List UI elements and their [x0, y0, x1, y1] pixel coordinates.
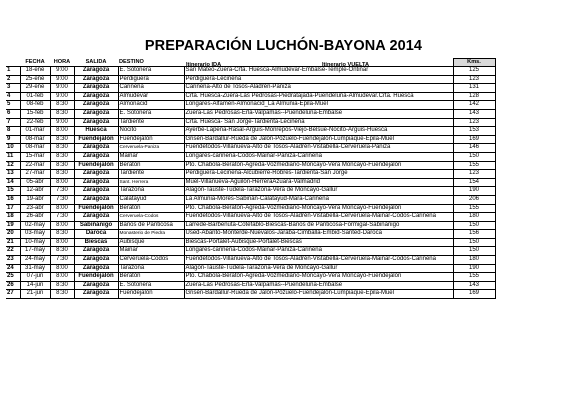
row-kms: 143 — [453, 281, 495, 290]
row-salida: Zaragoza — [74, 84, 118, 93]
row-route: Longares-cariñena-Codos-Mainar-Paniza-Cariñena — [184, 152, 453, 161]
header-hora: HORA — [50, 59, 74, 67]
table-row — [6, 101, 495, 110]
row-fecha: 07-jun — [20, 273, 50, 282]
row-destino: Cariñena — [118, 84, 184, 93]
row-kms: 169 — [453, 135, 495, 144]
table-row — [6, 92, 495, 101]
row-destino: Beratón — [118, 161, 184, 170]
row-fecha: 12-abr — [20, 187, 50, 196]
row-kms: 156 — [453, 230, 495, 239]
row-salida: Biescas — [74, 238, 118, 247]
row-number: 24 — [6, 264, 20, 273]
row-kms: 155 — [453, 273, 495, 282]
row-route: Longares-Alfamén-Almonacid_La Almunia-Epila-Muel — [184, 101, 453, 110]
row-destino: E. Sotonera — [118, 109, 184, 118]
row-number: 22 — [6, 247, 20, 256]
row-destino: Tarazona — [118, 264, 184, 273]
schedule-body — [6, 67, 495, 299]
row-hora: 7:30 — [50, 256, 74, 265]
row-fecha: 23-abr — [20, 204, 50, 213]
row-fecha: 05-abr — [20, 178, 50, 187]
row-hora: 8:00 — [50, 273, 74, 282]
row-fecha: 01-mar — [20, 127, 50, 136]
row-salida: Zaragoza — [74, 178, 118, 187]
row-number: 18 — [6, 213, 20, 222]
row-destino: Cerveruela-Codos — [118, 213, 184, 222]
row-route: Perdiguera-Leciñena — [184, 75, 453, 84]
row-hora: 8:30 — [50, 230, 74, 239]
row-destino: Almonacid — [118, 101, 184, 110]
row-hora: 7:30 — [50, 213, 74, 222]
row-salida: Fuendejalón — [74, 161, 118, 170]
table-row — [6, 67, 495, 76]
row-destino: Tardiente — [118, 118, 184, 127]
row-fecha: 15-mar — [20, 152, 50, 161]
row-destino: Calatayud — [118, 195, 184, 204]
row-route: Perdiguera-Leciñena-Alcubierre-Robres-Tardienta-San Jorge — [184, 170, 453, 179]
row-destino: Fuendejalón — [118, 290, 184, 299]
row-number: 3 — [6, 84, 20, 93]
row-route: Biescas-Portalet-Aubisque-Portalet-Biescas — [184, 238, 453, 247]
row-route: Fuendetodos-Villanueva-Alto de Tosos-Aladrén-Vistabella-Cerveruela-Mainar-Codos-Cariñena — [184, 213, 453, 222]
row-hora: 8:00 — [50, 264, 74, 273]
row-hora: 8:30 — [50, 161, 74, 170]
row-route: Grisén-Bardallur-Rueda de Jalón-Pozuelo-Fuendejalón-Lumpiaque-Epila-Muel — [184, 135, 453, 144]
row-destino: Perdiguera — [118, 75, 184, 84]
row-fecha: 14-jun — [20, 281, 50, 290]
row-destino: E. Sotonera — [118, 67, 184, 76]
row-hora: 9:00 — [50, 118, 74, 127]
row-destino: Cerveruela-Codos — [118, 256, 184, 265]
row-route: Used-Abanto-Monterde-Nuevalos-Jaraba-Cimballa-Embid-Santed-Daroca — [184, 230, 453, 239]
row-hora: 9:00 — [50, 75, 74, 84]
row-number: 10 — [6, 144, 20, 153]
row-route: Muel-Villanueva-Aguilón-HerreraAzuara-Valmadrid — [184, 178, 453, 187]
row-route: Pto. Chabola-Beratón-Agreda-Vozmediano-Moncayo-Vera Moncayo-Fuendejalón — [184, 161, 453, 170]
row-salida: Zaragoza — [74, 109, 118, 118]
row-route: Fuendetodos-Villanueva-Alto de Tosos-Aladrén-Vistabella-Cerveruela-Mainar-Codos-Cariñena — [184, 256, 453, 265]
row-fecha: 18-ene — [20, 67, 50, 76]
table-row — [6, 161, 495, 170]
row-hora: 9:00 — [50, 84, 74, 93]
row-fecha: 02-may — [20, 221, 50, 230]
row-route: Alagón-Tauste-Tudela-Tarazona-Vera de Moncayo-Gallur — [184, 264, 453, 273]
row-number: 20 — [6, 230, 20, 239]
table-row — [6, 256, 495, 265]
table-row — [6, 281, 495, 290]
row-route: Longares-cariñena-Codos-Mainar-Paniza-Cariñena — [184, 247, 453, 256]
table-row — [6, 247, 495, 256]
row-salida: Fuendejalón — [74, 273, 118, 282]
row-fecha: 01-feb — [20, 92, 50, 101]
row-number: 7 — [6, 118, 20, 127]
row-number: 2 — [6, 75, 20, 84]
row-kms: 123 — [453, 118, 495, 127]
row-kms: 180 — [453, 256, 495, 265]
table-row — [6, 75, 495, 84]
row-kms: 123 — [453, 75, 495, 84]
row-kms: 155 — [453, 161, 495, 170]
row-destino: Nocito — [118, 127, 184, 136]
row-hora: 8:30 — [50, 247, 74, 256]
row-hora: 8:30 — [50, 144, 74, 153]
row-route: Pto. Chabola-Beratón-Agreda-Vozmediano-Moncayo-Vera Moncayo-Fuendejalón — [184, 204, 453, 213]
row-fecha: 15-feb — [20, 109, 50, 118]
row-destino: Mainar — [118, 152, 184, 161]
row-number: 8 — [6, 127, 20, 136]
row-destino: Fuendejalón — [118, 135, 184, 144]
row-salida: Zaragoza — [74, 290, 118, 299]
row-fecha: 19-abr — [20, 195, 50, 204]
row-fecha: 24-may — [20, 256, 50, 265]
table-row — [6, 127, 495, 136]
row-salida: Zaragoza — [74, 213, 118, 222]
row-hora: 7:30 — [50, 195, 74, 204]
row-kms: 150 — [453, 221, 495, 230]
row-route: Pto. Chabola-Beratón-Agreda-Vozmediano-Moncayo-Vera Moncayo-Fuendejalón — [184, 273, 453, 282]
row-number: 6 — [6, 109, 20, 118]
row-route: Ayerbe-Lapeña-Rasal-Arguis-Monrepós-Viejo-Belsue-Nocito-Arguis-Huesca — [184, 127, 453, 136]
table-row — [6, 152, 495, 161]
row-kms: 128 — [453, 92, 495, 101]
header-num — [6, 59, 20, 67]
row-destino: Aubisque — [118, 238, 184, 247]
row-kms: 125 — [453, 67, 495, 76]
row-number: 5 — [6, 101, 20, 110]
header-kms: Kms. — [453, 59, 495, 67]
row-destino: Mainar — [118, 247, 184, 256]
row-route: La Almunia-Morés-Sabiñán-Calatayud-Mara-Cariñena — [184, 195, 453, 204]
row-salida: Zaragoza — [74, 247, 118, 256]
row-salida: Zaragoza — [74, 264, 118, 273]
row-destino: Tarazona — [118, 187, 184, 196]
row-salida: Huesca — [74, 127, 118, 136]
row-number: 16 — [6, 195, 20, 204]
row-number: 17 — [6, 204, 20, 213]
row-fecha: 31-may — [20, 264, 50, 273]
row-route: Zuera-Las Pedrosas-Erla-Valpamas--Puendeluna-Embalse — [184, 281, 453, 290]
row-route: Zuera-Las Pedrosas-Erla-Valpamas--Puendeluna-Embalse — [184, 109, 453, 118]
row-destino: Cerveruela-Paniza — [118, 144, 184, 153]
table-row — [6, 178, 495, 187]
row-fecha: 08-mar — [20, 144, 50, 153]
row-kms: 206 — [453, 195, 495, 204]
row-route: Larrede-Barbenuta-Cotefablo-Biescas-Baños de Panticosa-Formigal-Sabiñánigo — [184, 221, 453, 230]
row-fecha: 03-may — [20, 230, 50, 239]
row-destino: Tardiente — [118, 170, 184, 179]
row-destino: E. Sotonera — [118, 281, 184, 290]
row-fecha: 22-feb — [20, 118, 50, 127]
header-destino: DESTINO — [118, 59, 184, 67]
row-number: 13 — [6, 170, 20, 179]
row-destino: Baños de Panticosa — [118, 221, 184, 230]
row-number: 21 — [6, 238, 20, 247]
row-hora: 9:00 — [50, 92, 74, 101]
row-fecha: 26-abr — [20, 213, 50, 222]
row-hora: 9:00 — [50, 67, 74, 76]
row-number: 23 — [6, 256, 20, 265]
row-kms: 131 — [453, 84, 495, 93]
row-salida: Zaragoza — [74, 195, 118, 204]
row-kms: 150 — [453, 152, 495, 161]
row-kms: 180 — [453, 213, 495, 222]
row-route: Grisén-Bardallur-Rueda de Jalón-Pozuelo-Fuendejalón-Lumpiaque-Epila-Muel — [184, 290, 453, 299]
table-row — [6, 264, 495, 273]
row-kms: 155 — [453, 204, 495, 213]
row-hora: 8:30 — [50, 101, 74, 110]
row-salida: Sabiñánigo — [74, 221, 118, 230]
table-row — [6, 170, 495, 179]
row-fecha: 21-jun — [20, 290, 50, 299]
row-number: 1 — [6, 67, 20, 76]
row-salida: Daroca — [74, 230, 118, 239]
row-kms: 190 — [453, 187, 495, 196]
table-row — [6, 238, 495, 247]
row-destino: Beratón — [118, 204, 184, 213]
row-hora: 8:30 — [50, 290, 74, 299]
row-hora: 8:30 — [50, 170, 74, 179]
table-row — [6, 84, 495, 93]
row-number: 19 — [6, 221, 20, 230]
table-row — [6, 135, 495, 144]
row-number: 15 — [6, 187, 20, 196]
row-number: 4 — [6, 92, 20, 101]
table-header-row — [6, 59, 495, 67]
row-route: San Mateo-Zuera-Crta. Huesca-Almudevar-Embalse-Temple-Ontinar — [184, 67, 453, 76]
row-kms: 169 — [453, 290, 495, 299]
row-fecha: 27-mar — [20, 170, 50, 179]
table-row — [6, 273, 495, 282]
row-hora: 8:30 — [50, 135, 74, 144]
row-route: Alagón-Tauste-Tudela-Tarazona-Vera de Moncayo-Gallur — [184, 187, 453, 196]
row-destino: Sant. Herrera — [118, 178, 184, 187]
row-kms: 150 — [453, 238, 495, 247]
header-itinerary — [184, 59, 453, 67]
row-salida: Zaragoza — [74, 281, 118, 290]
header-salida: SALIDA — [74, 59, 118, 67]
row-salida: Zaragoza — [74, 101, 118, 110]
table-row — [6, 187, 495, 196]
row-salida: Fuendejalón — [74, 135, 118, 144]
row-fecha: 10-may — [20, 238, 50, 247]
row-hora: 8:00 — [50, 221, 74, 230]
row-hora: 8:00 — [50, 238, 74, 247]
row-number: 27 — [6, 290, 20, 299]
table-row — [6, 204, 495, 213]
row-destino: Almudevar — [118, 92, 184, 101]
row-number: 14 — [6, 178, 20, 187]
row-number: 12 — [6, 161, 20, 170]
table-row — [6, 118, 495, 127]
row-number: 11 — [6, 152, 20, 161]
row-fecha: 29-ene — [20, 84, 50, 93]
row-destino: Monasterio de Piedra — [118, 230, 184, 239]
header-vuelta: Itinerario VUELTA — [322, 62, 370, 67]
row-route: Cariñena-Alto de Tosos-Aladrén-Paniza — [184, 84, 453, 93]
row-hora: 8:00 — [50, 127, 74, 136]
table-row — [6, 195, 495, 204]
row-number: 25 — [6, 273, 20, 282]
row-number: 26 — [6, 281, 20, 290]
row-salida: Zaragoza — [74, 144, 118, 153]
row-kms: 190 — [453, 264, 495, 273]
schedule-table — [6, 58, 496, 299]
row-kms: 142 — [453, 101, 495, 110]
row-route: Crta. Huesca-Zuera-Las Pedrosas-Piedratajada-Puendeluna-Almudevar.Crta. Huesca — [184, 92, 453, 101]
table-row — [6, 109, 495, 118]
row-salida: Zaragoza — [74, 187, 118, 196]
row-route: Fuendetodos-Villanueva-Alto de Tosos-Aladrén-Vistabella-Cerveruela-Paniza — [184, 144, 453, 153]
row-kms: 153 — [453, 127, 495, 136]
row-route: Crta. Huesca- San Jorge-Tardienta-Leciñena — [184, 118, 453, 127]
page-title: PREPARACIÓN LUCHÓN-BAYONA 2014 — [144, 38, 423, 54]
row-kms: 123 — [453, 170, 495, 179]
row-kms: 143 — [453, 109, 495, 118]
table-row — [6, 221, 495, 230]
row-salida: Fuendejalón — [74, 204, 118, 213]
row-salida: Zaragoza — [74, 118, 118, 127]
row-hora: 8:30 — [50, 281, 74, 290]
row-salida: Zaragoza — [74, 152, 118, 161]
row-hora: 8:00 — [50, 178, 74, 187]
row-hora: 8:00 — [50, 204, 74, 213]
row-salida: Zaragoza — [74, 67, 118, 76]
row-number: 9 — [6, 135, 20, 144]
row-salida: Zaragoza — [74, 75, 118, 84]
row-fecha: 08-feb — [20, 101, 50, 110]
row-salida: Zaragoza — [74, 92, 118, 101]
row-salida: Zaragoza — [74, 170, 118, 179]
row-kms: 146 — [453, 144, 495, 153]
row-hora: 7:30 — [50, 187, 74, 196]
table-row — [6, 290, 495, 299]
row-fecha: 17-may — [20, 247, 50, 256]
row-kms: 150 — [453, 247, 495, 256]
row-kms: 154 — [453, 178, 495, 187]
table-row — [6, 230, 495, 239]
row-fecha: 22-mar — [20, 161, 50, 170]
header-ida: Itinerario IDA — [186, 62, 222, 67]
row-destino: Beratón — [118, 273, 184, 282]
row-hora: 8:30 — [50, 109, 74, 118]
row-fecha: 25-ene — [20, 75, 50, 84]
table-row — [6, 213, 495, 222]
row-salida: Zaragoza — [74, 256, 118, 265]
header-fecha: FECHA — [20, 59, 50, 67]
row-hora: 8:30 — [50, 152, 74, 161]
row-fecha: 08-mar — [20, 135, 50, 144]
table-row — [6, 144, 495, 153]
